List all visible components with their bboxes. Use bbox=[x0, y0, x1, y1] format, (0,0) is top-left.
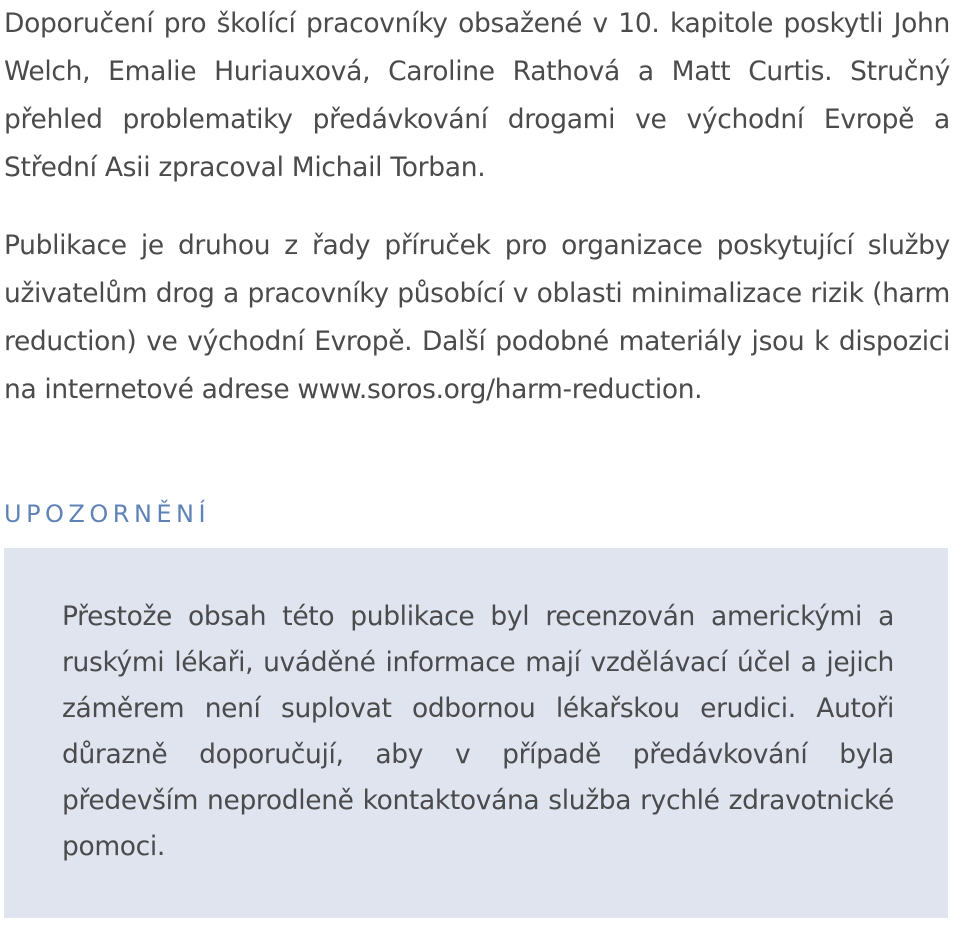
credits-paragraph: Doporučení pro školící pracovníky obsažené v 10. kapitole poskytli John Welch, Emalie Huriauxová, Caroline Rathová a Matt Curtis. Stručný přehled problematiky předávkování drogami ve východní Evropě a Střední Asii zpracoval Michail Torban. bbox=[4, 8, 950, 183]
notice-text: Přestože obsah této publikace byl recenzován americkými a ruskými lékaři, uváděné informace mají vzdělávací účel a jejich záměrem není suplovat odbornou lékařskou erudici. Autoři důrazně doporučují, aby v případě předávkování byla především neprodleně kontaktována služba rychlé zdravotnické pomoci. bbox=[62, 601, 894, 862]
publication-info-paragraph: Publikace je druhou z řady příruček pro organizace poskytující služby uživatelům drog a pracovníky působící v oblasti minimalizace rizik (harm reduction) ve východní Evropě. Další podobné materiály jsou k dispozici na internetové adrese www.soros.org/harm-reduction. bbox=[4, 230, 950, 405]
notice-box bbox=[4, 548, 948, 918]
notice-heading: UPOZORNĚNÍ bbox=[4, 500, 211, 528]
